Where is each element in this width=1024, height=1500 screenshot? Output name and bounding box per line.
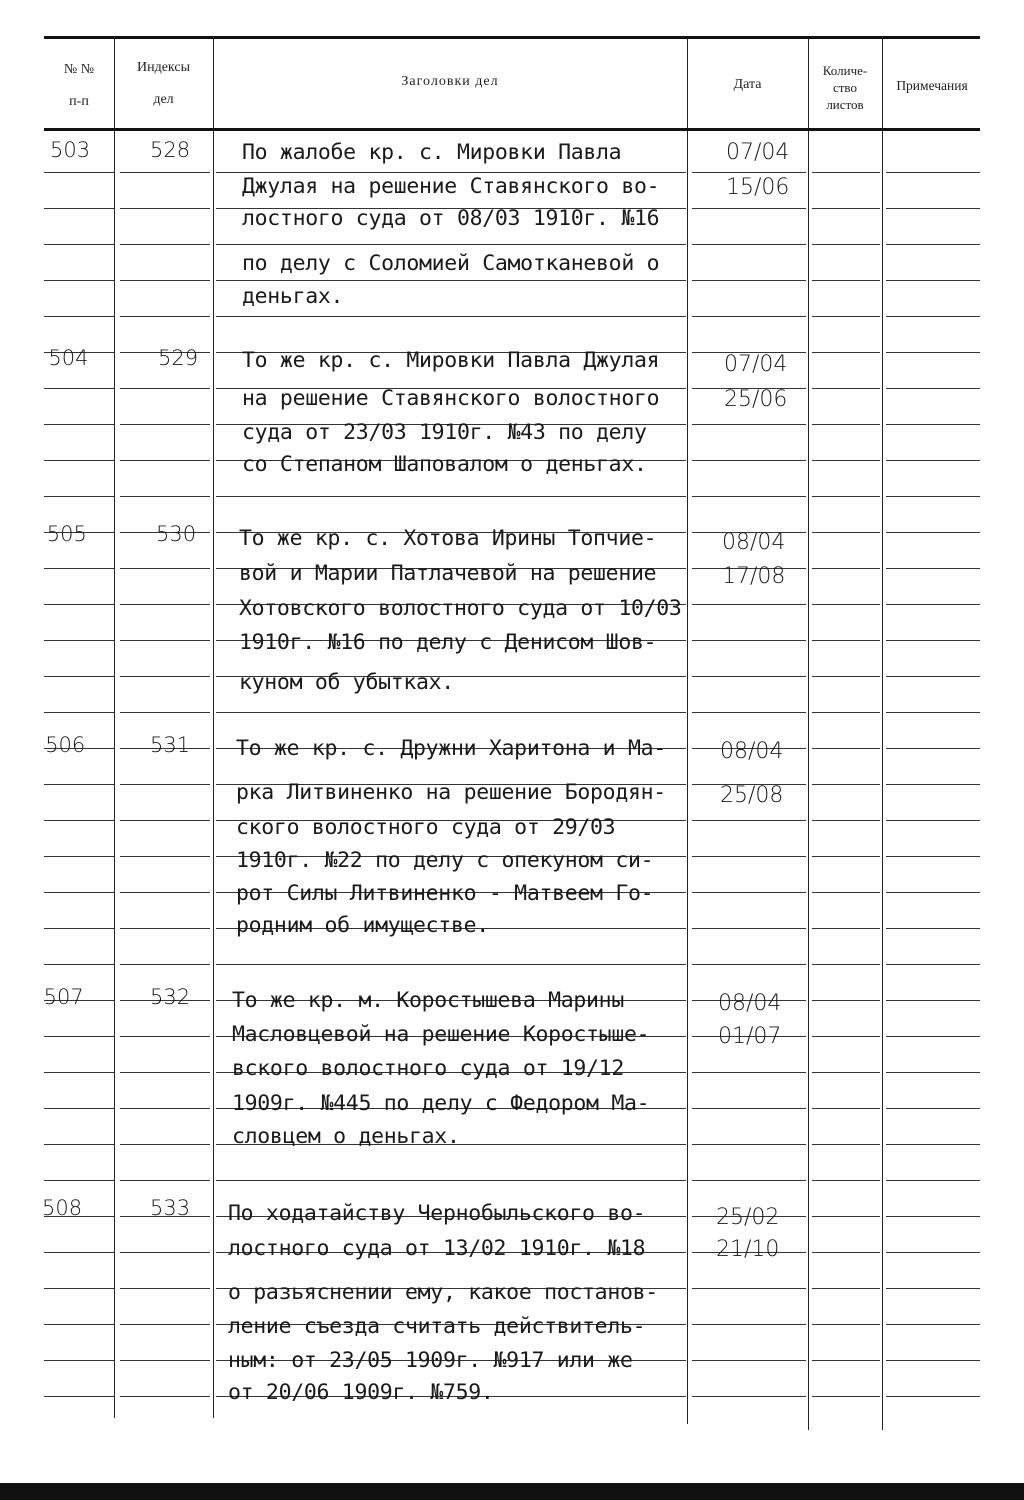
ruled-line — [886, 1072, 980, 1073]
ruled-line — [44, 928, 114, 929]
ruled-line — [216, 316, 686, 317]
ruled-line — [44, 964, 114, 965]
record-number: 506 — [45, 733, 86, 757]
ruled-line — [812, 1072, 880, 1073]
column-header-index — [114, 52, 213, 116]
ruled-line — [216, 1180, 686, 1181]
ruled-line — [216, 964, 686, 965]
ruled-line — [692, 460, 806, 461]
sheets-header-line: ство — [832, 80, 857, 95]
ruled-line — [886, 856, 980, 857]
record-number: 508 — [42, 1196, 83, 1220]
ruled-line — [886, 1324, 980, 1325]
ruled-line — [886, 1396, 980, 1397]
ruled-line — [120, 172, 210, 173]
ruled-line — [120, 568, 210, 569]
ruled-line — [692, 316, 806, 317]
record-title-line: лостного суда от 13/02 1910г. №18 — [228, 1236, 646, 1261]
ruled-line — [120, 856, 210, 857]
ruled-line — [692, 964, 806, 965]
ruled-line — [692, 1324, 806, 1325]
ruled-line — [886, 604, 980, 605]
record-title-line: словцем о деньгах. — [232, 1124, 460, 1149]
record-title-line: по делу с Соломией Самотканевой о — [242, 251, 660, 276]
record-title-line: По ходатайству Чернобыльского во- — [228, 1201, 646, 1226]
ruled-line — [44, 460, 114, 461]
ruled-line — [812, 496, 880, 497]
ruled-line — [120, 208, 210, 209]
record-title-line: о разьяснении ему, какое постанов- — [228, 1280, 658, 1305]
number-header-line: № № — [63, 62, 95, 77]
ruled-line — [692, 928, 806, 929]
ruled-line — [812, 712, 880, 713]
ruled-line — [44, 1036, 114, 1037]
ruled-line — [120, 964, 210, 965]
ruled-line — [812, 1288, 880, 1289]
ruled-line — [44, 856, 114, 857]
ruled-line — [812, 1324, 880, 1325]
record-index: 533 — [150, 1196, 191, 1220]
ruled-line — [886, 820, 980, 821]
ruled-line — [886, 352, 980, 353]
ruled-line — [692, 1072, 806, 1073]
ruled-line — [886, 532, 980, 533]
ruled-line — [812, 460, 880, 461]
ruled-line — [692, 424, 806, 425]
ruled-line — [120, 316, 210, 317]
ruled-line — [812, 820, 880, 821]
ruled-line — [44, 784, 114, 785]
ruled-line — [692, 604, 806, 605]
column-rule — [687, 36, 688, 1424]
ruled-line — [692, 856, 806, 857]
ruled-line — [120, 604, 210, 605]
ruled-line — [692, 496, 806, 497]
ruled-line — [886, 1252, 980, 1253]
header-rule — [44, 128, 980, 131]
ruled-line — [812, 1396, 880, 1397]
record-title-line: родним об имуществе. — [236, 913, 489, 938]
record-date-end: 15/06 — [726, 175, 790, 200]
record-date-start: 08/04 — [720, 739, 784, 764]
ruled-line — [886, 1180, 980, 1181]
ruled-line — [44, 1252, 114, 1253]
record-title-line: ление съезда считать действитель- — [228, 1314, 646, 1339]
ruled-line — [692, 208, 806, 209]
ruled-line — [44, 1396, 114, 1397]
scan-edge-shadow — [0, 1483, 1024, 1500]
ruled-line — [886, 892, 980, 893]
record-title-line: рот Силы Литвиненко - Матвеем Го- — [236, 881, 654, 906]
ruled-line — [44, 316, 114, 317]
record-title-line: ского волостного суда от 29/03 — [236, 815, 616, 840]
record-date-start: 25/02 — [716, 1205, 780, 1230]
ruled-line — [812, 1216, 880, 1217]
ruled-line — [886, 676, 980, 677]
sheets-header-line: Количе- — [822, 63, 868, 78]
ruled-line — [812, 1000, 880, 1001]
ruled-line — [120, 496, 210, 497]
ruled-line — [812, 1108, 880, 1109]
ruled-line — [886, 712, 980, 713]
column-header-sheets — [808, 62, 882, 113]
ruled-line — [120, 1252, 210, 1253]
top-rule — [44, 36, 980, 39]
ruled-line — [44, 496, 114, 497]
record-title-line: суда от 23/03 1910г. №43 по делу — [242, 420, 647, 445]
ruled-line — [692, 1180, 806, 1181]
ruled-line — [216, 496, 686, 497]
ruled-line — [812, 280, 880, 281]
record-title-line: вского волостного суда от 19/12 — [232, 1056, 624, 1081]
record-number: 505 — [46, 522, 87, 546]
ruled-line — [44, 1180, 114, 1181]
record-date-end: 25/08 — [720, 783, 784, 808]
ruled-line — [120, 640, 210, 641]
ruled-line — [120, 1072, 210, 1073]
ruled-line — [812, 208, 880, 209]
record-title-line: То же кр. с. Дружни Харитона и Ма- — [236, 736, 666, 761]
record-date-end: 21/10 — [716, 1237, 780, 1262]
ruled-line — [44, 568, 114, 569]
ruled-line — [120, 424, 210, 425]
ruled-line — [692, 676, 806, 677]
column-header-titles: Заголовки дел — [401, 74, 499, 89]
record-title-line: По жалобе кр. с. Мировки Павла — [242, 140, 622, 165]
ruled-line — [886, 964, 980, 965]
ruled-line — [44, 604, 114, 605]
record-date-end: 25/06 — [724, 387, 788, 412]
record-index: 530 — [156, 522, 197, 546]
ruled-line — [692, 280, 806, 281]
record-index: 532 — [150, 985, 191, 1009]
ruled-line — [216, 172, 686, 173]
record-index: 531 — [150, 733, 191, 757]
ruled-line — [44, 640, 114, 641]
ruled-line — [886, 208, 980, 209]
number-header-line: п-п — [69, 94, 89, 109]
record-title-line: 1909г. №445 по делу с Федором Ма- — [232, 1091, 650, 1116]
ruled-line — [120, 928, 210, 929]
ruled-line — [120, 1144, 210, 1145]
ruled-line — [886, 1216, 980, 1217]
ruled-line — [120, 784, 210, 785]
ruled-line — [120, 1324, 210, 1325]
ruled-line — [120, 1360, 210, 1361]
ruled-line — [44, 1144, 114, 1145]
column-rule — [882, 36, 883, 1430]
ruled-line — [120, 1288, 210, 1289]
record-title-line: на решение Ставянского волостного — [242, 386, 660, 411]
ruled-line — [692, 820, 806, 821]
ruled-line — [692, 892, 806, 893]
record-title-line: Хотовского волостного суда от 10/03 — [239, 596, 682, 621]
ruled-line — [216, 280, 686, 281]
ruled-line — [44, 1324, 114, 1325]
column-rule — [114, 36, 115, 1418]
ruled-line — [886, 928, 980, 929]
ruled-line — [44, 172, 114, 173]
ruled-line — [692, 1108, 806, 1109]
ruled-line — [120, 676, 210, 677]
record-number: 504 — [48, 346, 89, 370]
ruled-line — [812, 244, 880, 245]
ruled-line — [120, 244, 210, 245]
ruled-line — [812, 568, 880, 569]
ruled-line — [44, 244, 114, 245]
ruled-line — [812, 1180, 880, 1181]
ruled-line — [886, 316, 980, 317]
ruled-line — [886, 1360, 980, 1361]
ruled-line — [44, 208, 114, 209]
ruled-line — [886, 388, 980, 389]
record-title-line: Джулая на решение Ставянского во- — [242, 174, 660, 199]
ruled-line — [886, 640, 980, 641]
ruled-line — [44, 388, 114, 389]
ruled-line — [44, 892, 114, 893]
ruled-line — [120, 1396, 210, 1397]
record-title-line: вой и Марии Патлачевой на решение — [239, 561, 657, 586]
ruled-line — [812, 172, 880, 173]
ruled-line — [44, 712, 114, 713]
record-title-line: Масловцевой на решение Коростыше- — [232, 1022, 650, 1047]
ruled-line — [692, 172, 806, 173]
ruled-line — [812, 892, 880, 893]
ruled-line — [120, 460, 210, 461]
record-title-line: То же кр. с. Хотова Ирины Топчие- — [239, 526, 657, 551]
record-date-start: 07/04 — [726, 140, 790, 165]
ruled-line — [216, 244, 686, 245]
ruled-line — [692, 244, 806, 245]
ruled-line — [812, 856, 880, 857]
ruled-line — [44, 280, 114, 281]
record-title-line: со Степаном Шаповалом о деньгах. — [242, 452, 647, 477]
ruled-line — [886, 568, 980, 569]
ruled-line — [120, 1108, 210, 1109]
record-index: 528 — [150, 138, 191, 162]
record-date-end: 01/07 — [718, 1024, 782, 1049]
record-title-line: лостного суда от 08/03 1910г. №16 — [242, 206, 660, 231]
ruled-line — [812, 424, 880, 425]
ruled-line — [120, 820, 210, 821]
sheets-header-line: листов — [826, 97, 864, 112]
ruled-line — [812, 1036, 880, 1037]
record-title-line: от 20/06 1909г. №759. — [228, 1380, 494, 1405]
ruled-line — [44, 1288, 114, 1289]
ruled-line — [886, 1036, 980, 1037]
index-header-line: Индексы — [136, 60, 190, 75]
ruled-line — [120, 280, 210, 281]
ruled-line — [886, 496, 980, 497]
ruled-line — [886, 244, 980, 245]
ruled-line — [812, 676, 880, 677]
ruled-line — [692, 1360, 806, 1361]
column-header-notes: Примечания — [896, 78, 968, 93]
ruled-line — [812, 928, 880, 929]
column-rule — [213, 36, 214, 1418]
ruled-line — [886, 1144, 980, 1145]
ruled-line — [812, 316, 880, 317]
ruled-line — [44, 820, 114, 821]
ruled-line — [886, 784, 980, 785]
ruled-line — [812, 1360, 880, 1361]
ruled-line — [44, 1072, 114, 1073]
ruled-line — [120, 712, 210, 713]
ruled-line — [44, 1360, 114, 1361]
ruled-line — [812, 640, 880, 641]
ruled-line — [120, 1036, 210, 1037]
record-date-end: 17/08 — [722, 564, 786, 589]
ruled-line — [44, 1108, 114, 1109]
record-date-start: 08/04 — [718, 991, 782, 1016]
record-title-line: То же кр. с. Мировки Павла Джулая — [242, 348, 660, 373]
column-header-number — [44, 54, 114, 118]
column-header-date: Дата — [733, 77, 762, 92]
ruled-line — [886, 1108, 980, 1109]
column-rule — [808, 36, 809, 1430]
record-title-line: 1910г. №16 по делу с Денисом Шов- — [239, 630, 657, 655]
ruled-line — [812, 388, 880, 389]
ruled-line — [812, 784, 880, 785]
ruled-line — [120, 892, 210, 893]
ruled-line — [886, 1000, 980, 1001]
ruled-line — [692, 640, 806, 641]
ruled-line — [812, 532, 880, 533]
ruled-line — [44, 676, 114, 677]
record-number: 507 — [43, 985, 84, 1009]
ruled-line — [812, 604, 880, 605]
record-index: 529 — [158, 346, 199, 370]
ruled-line — [886, 424, 980, 425]
ruled-line — [216, 712, 686, 713]
record-title-line: деньгах. — [242, 284, 344, 309]
ruled-line — [886, 280, 980, 281]
ruled-line — [812, 352, 880, 353]
record-title-line: То же кр. м. Коростышева Марины — [232, 988, 624, 1013]
ruled-line — [692, 712, 806, 713]
index-header-line: дел — [153, 92, 174, 107]
ruled-line — [692, 1144, 806, 1145]
ruled-line — [120, 388, 210, 389]
record-title-line: ным: от 23/05 1909г. №917 или же — [228, 1348, 633, 1373]
ruled-line — [812, 1144, 880, 1145]
record-title-line: куном об убытках. — [239, 670, 454, 695]
ruled-line — [812, 748, 880, 749]
ruled-line — [692, 1396, 806, 1397]
record-date-start: 07/04 — [724, 352, 788, 377]
ruled-line — [886, 460, 980, 461]
ruled-line — [120, 1180, 210, 1181]
ruled-line — [886, 172, 980, 173]
ruled-line — [812, 964, 880, 965]
record-title-line: рка Литвиненко на решение Бородян- — [236, 780, 666, 805]
record-date-start: 08/04 — [722, 530, 786, 555]
ruled-line — [886, 748, 980, 749]
record-number: 503 — [50, 138, 91, 162]
ruled-line — [886, 1288, 980, 1289]
record-title-line: 1910г. №22 по делу с опекуном си- — [236, 848, 654, 873]
ruled-line — [44, 424, 114, 425]
ruled-line — [812, 1252, 880, 1253]
ruled-line — [692, 1288, 806, 1289]
